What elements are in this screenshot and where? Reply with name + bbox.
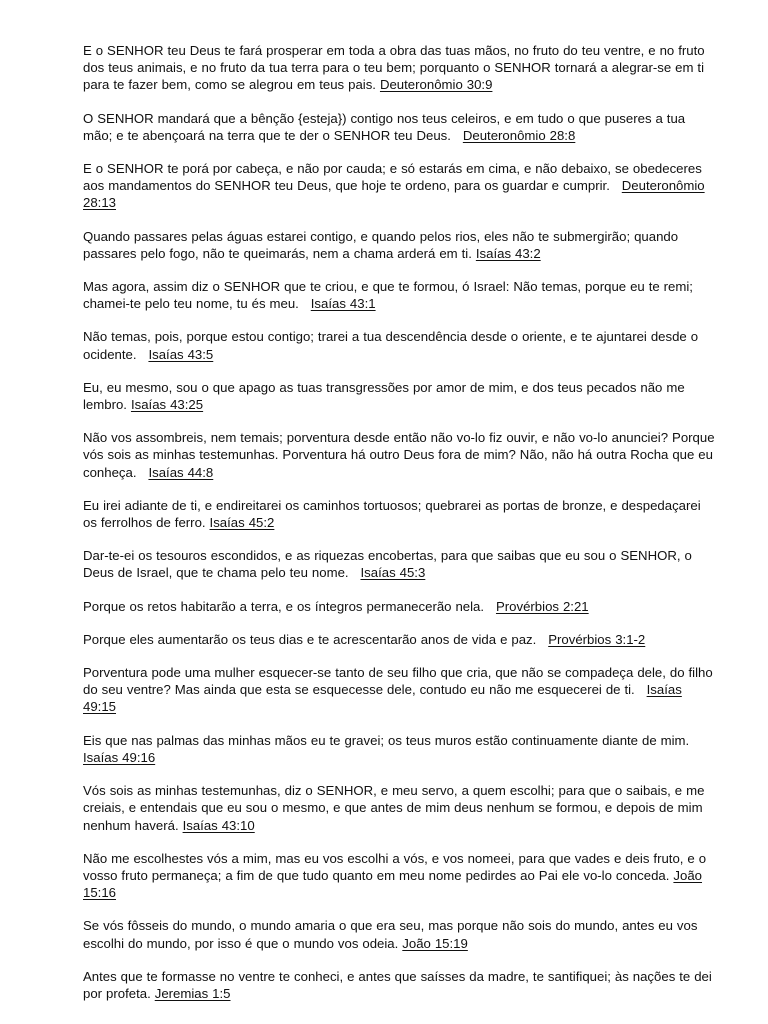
verse-reference-link[interactable]: Isaías 43:2: [475, 245, 541, 261]
verse-reference-link[interactable]: Provérbios 3:1-2: [548, 631, 646, 647]
verse-text: Eu irei adiante de ti, e endireitarei os caminhos tortuosos; quebrarei as portas de bronze, e despedaçarei os ferrolhos de ferro.: [83, 497, 701, 531]
verse-paragraph: [83, 328, 716, 362]
verse-reference-link[interactable]: Isaías 43:5: [148, 346, 214, 362]
verse-reference-link[interactable]: Provérbios 2:21: [495, 598, 589, 614]
verse-paragraph: [83, 429, 716, 481]
verse-paragraph: [83, 42, 716, 94]
verse-reference-link[interactable]: Isaías 44:8: [148, 464, 214, 480]
verse-reference-link[interactable]: Isaías 45:2: [209, 515, 275, 531]
verse-text: Porque eles aumentarão os teus dias e te acrescentarão anos de vida e paz.: [83, 631, 537, 647]
verse-reference-link[interactable]: João 15:16: [83, 867, 703, 901]
verse-reference-link[interactable]: Isaías 43:10: [182, 817, 255, 833]
verse-paragraph: [83, 160, 716, 212]
verse-reference-link[interactable]: Isaías 43:25: [130, 397, 204, 413]
verse-reference-link[interactable]: Jeremias 1:5: [154, 985, 231, 1001]
verse-text: Porventura pode uma mulher esquecer-se tanto de seu filho que cria, que não se compadeça dele, do filho do seu ventre? Mas ainda que esta se esquecesse dele, contudo eu não me esquecerei de ti.: [83, 665, 713, 698]
verse-text: Vós sois as minhas testemunhas, diz o SENHOR, e meu servo, a quem escolhi; para que o saibais, e me creiais, e entendais que eu sou o mesmo, e que antes de mim deus nenhum se formou, e depois de mim nenhum haverá.: [83, 783, 705, 833]
verse-reference-link[interactable]: Isaías 49:16: [83, 749, 156, 765]
verse-paragraph: [83, 110, 716, 144]
verse-text: O SENHOR mandará que a bênção {esteja}) contigo nos teus celeiros, e em tudo o que puseres a tua mão; e te abençoará na terra que te der o SENHOR teu Deus.: [83, 110, 686, 143]
verse-paragraph: [83, 497, 716, 531]
verse-reference-link[interactable]: Deuteronômio 28:8: [462, 127, 576, 143]
verse-reference-link[interactable]: Isaías 49:15: [83, 682, 682, 715]
verse-paragraph: [83, 278, 716, 312]
verse-paragraph: [83, 782, 716, 834]
verse-text: Se vós fôsseis do mundo, o mundo amaria o que era seu, mas porque não sois do mundo, antes eu vos escolhi do mundo, por isso é que o mundo vos odeia.: [83, 918, 698, 951]
verse-reference-link[interactable]: Deuteronômio 30:9: [379, 77, 493, 93]
verse-text: Antes que te formasse no ventre te conheci, e antes que saísses da madre, te santifiquei; às nações te dei por profeta.: [83, 968, 712, 1001]
verse-text: E o SENHOR teu Deus te fará prosperar em toda a obra das tuas mãos, no fruto do teu ventre, e no fruto dos teus animais, e no fruto da tua terra para o teu bem; porquanto o SENHOR tornará a alegrar-se em ti para te fazer bem, como se alegrou em teus pais.: [83, 43, 705, 93]
verse-paragraph: [83, 598, 716, 615]
verse-text: Dar-te-ei os tesouros escondidos, e as riquezas encobertas, para que saibas que eu sou o SENHOR, o Deus de Israel, que te chama pelo teu nome.: [83, 548, 692, 581]
verse-paragraph: [83, 379, 716, 413]
verse-paragraph: [83, 732, 716, 766]
verse-reference-link[interactable]: Isaías 45:3: [360, 565, 426, 581]
verse-reference-link[interactable]: Deuteronômio 28:13: [83, 178, 705, 211]
verse-text: Não temas, pois, porque estou contigo; trarei a tua descendência desde o oriente, e te ajuntarei desde o ocidente.: [83, 329, 699, 362]
verse-paragraph: [83, 631, 716, 648]
verse-text: E o SENHOR te porá por cabeça, e não por cauda; e só estarás em cima, e não debaixo, se obedeceres aos mandamentos do SENHOR teu Deus, que hoje te ordeno, para os guardar e cumprir.: [83, 161, 702, 194]
verse-paragraph: [83, 664, 716, 716]
verse-text: Eu, eu mesmo, sou o que apago as tuas transgressões por amor de mim, e dos teus pecados não me lembro.: [83, 379, 685, 413]
verse-reference-link[interactable]: João 15:19: [402, 935, 468, 951]
verse-paragraph: [83, 917, 716, 951]
verse-reference-link[interactable]: Isaías 43:1: [310, 296, 376, 312]
verse-paragraph: [83, 547, 716, 581]
verse-text: Eis que nas palmas das minhas mãos eu te gravei; os teus muros estão continuamente diante de mim.: [83, 732, 690, 748]
verse-paragraph: [83, 968, 716, 1002]
verse-text: Mas agora, assim diz o SENHOR que te criou, e que te formou, ó Israel: Não temas, porque eu te remi; chamei-te pelo teu nome, tu és meu.: [83, 279, 693, 312]
verse-text: Não vos assombreis, nem temais; porventura desde então não vo-lo fiz ouvir, e não vo-lo anunciei? Porque vós sois as minhas testemunhas. Porventura há outro Deus fora de mim? Não, não há outra Rocha que eu conheça.: [83, 430, 715, 480]
verse-text: Quando passares pelas águas estarei contigo, e quando pelos rios, eles não te submergirão; quando passares pelo fogo, não te queimarás, nem a chama arderá em ti.: [83, 228, 679, 261]
verse-paragraph: [83, 228, 716, 262]
verse-text: Não me escolhestes vós a mim, mas eu vos escolhi a vós, e vos nomeei, para que vades e deis fruto, e o vosso fruto permaneça; a fim de que tudo quanto em meu nome pedirdes ao Pai ele vo-lo conceda.: [83, 850, 707, 883]
verse-paragraph: [83, 850, 716, 902]
verse-text: Porque os retos habitarão a terra, e os íntegros permanecerão nela.: [83, 598, 485, 614]
